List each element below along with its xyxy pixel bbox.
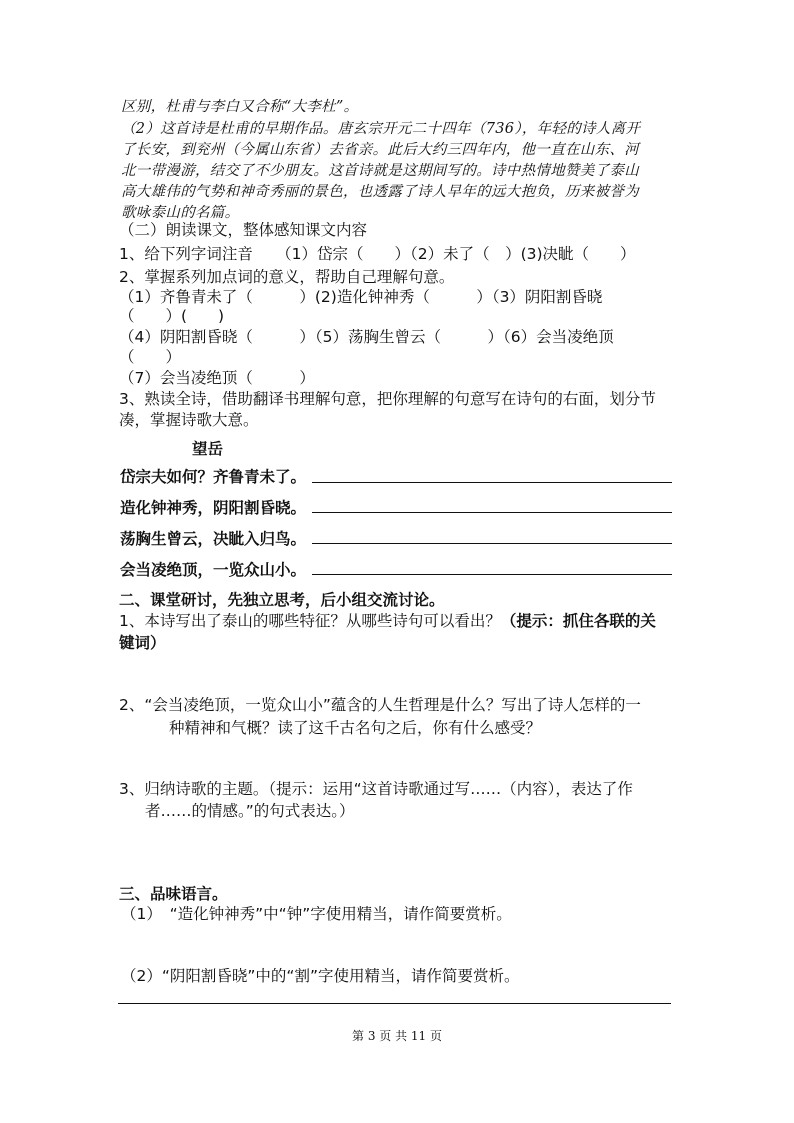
page-number: 第 3 页 共 11 页 [352,1029,442,1043]
question-recite-line-2: 凑，掌握诗歌大意。 [119,411,259,429]
question-word-meaning: 2、掌握系列加点词的意义，帮助自己理解句意。 [119,268,455,286]
intro-line-4: 北一带漫游，结交了不少朋友。这首诗就是这期间写的。诗中热情地赞美了泰山 [121,163,639,179]
answer-line-3[interactable] [312,543,672,544]
discussion-q2-line-2: 种精神和气概？读了这千古名句之后，你有什么感受？ [169,719,542,737]
answer-line-1[interactable] [312,482,672,483]
intro-line-3: 了长安，到兖州（今属山东省）去省亲。此后大约三四年内，他一直在山东、河 [121,142,639,158]
discussion-heading: 二、课堂研讨，先独立思考，后小组交流讨论。 [119,591,445,609]
intro-line-5: 高大雄伟的气势和神奇秀丽的景色，也透露了诗人早年的远大抱负，历来被誉为 [121,184,639,200]
language-q1: （1） “造化钟神秀”中“钟”字使用精当，请作简要赏析。 [121,905,512,923]
discussion-q1-hint-cont: 键词） [119,634,166,652]
discussion-q1-text: 1、本诗写出了泰山的哪些特征？从哪些诗句可以看出？ [119,612,501,630]
word-meaning-row-3: （4）阴阳割昏晓（ ）（5）荡胸生曾云（ ）（6）会当凌绝顶 [119,328,614,346]
poem-line-2: 造化钟神秀，阴阳割昏晓。 [120,499,307,517]
word-meaning-row-2: （ ）( ) [119,307,225,325]
discussion-q2-line-1: 2、“会当凌绝顶，一览众山小”蕴含的人生哲理是什么？写出了诗人怎样的一 [119,696,641,714]
word-meaning-row-5: （7）会当凌绝顶（ ） [119,369,315,387]
answer-line-2[interactable] [312,512,672,513]
section-2-heading: （二）朗读课文，整体感知课文内容 [119,221,368,239]
discussion-q3-line-2: 者……的情感。”的句式表达。） [145,802,355,820]
discussion-q1 [119,609,656,631]
language-q2: （2）“阴阳割昏晓”中的“割”字使用精当，请作简要赏析。 [121,967,520,985]
poem-title: 望岳 [192,440,224,458]
intro-line-1: 区别，杜甫与李白又合称“大李杜”。 [121,99,359,115]
poem-line-1: 岱宗夫如何？齐鲁青未了。 [120,468,307,486]
word-meaning-row-1: （1）齐鲁青未了（ ）(2)造化钟神秀（ ）（3）阴阳割昏晓 [119,288,603,306]
question-recite-line-1: 3、熟读全诗，借助翻译书理解句意，把你理解的句意写在诗句的右面，划分节 [119,390,656,408]
discussion-q3-line-1: 3、归纳诗歌的主题。（提示：运用“这首诗歌通过写……（内容），表达了作 [119,780,633,798]
footer-divider [118,1003,671,1004]
poem-line-4: 会当凌绝顶，一览众山小。 [120,561,307,579]
intro-line-6: 歌咏泰山的名篇。 [121,205,240,221]
language-heading: 三、品味语言。 [119,885,228,903]
word-meaning-row-4: （ ） [119,348,182,366]
question-pinyin: 1、给下列字词注音 （1）岱宗（ ）（2）未了（ ）(3)决眦（ ） [119,245,636,263]
intro-line-2: （2）这首诗是杜甫的早期作品。唐玄宗开元二十四年（736），年轻的诗人离开 [121,121,641,137]
poem-line-3: 荡胸生曾云，决眦入归鸟。 [120,530,307,548]
discussion-q1-hint: （提示：抓住各联的关 [500,612,656,630]
answer-line-4[interactable] [312,574,672,575]
